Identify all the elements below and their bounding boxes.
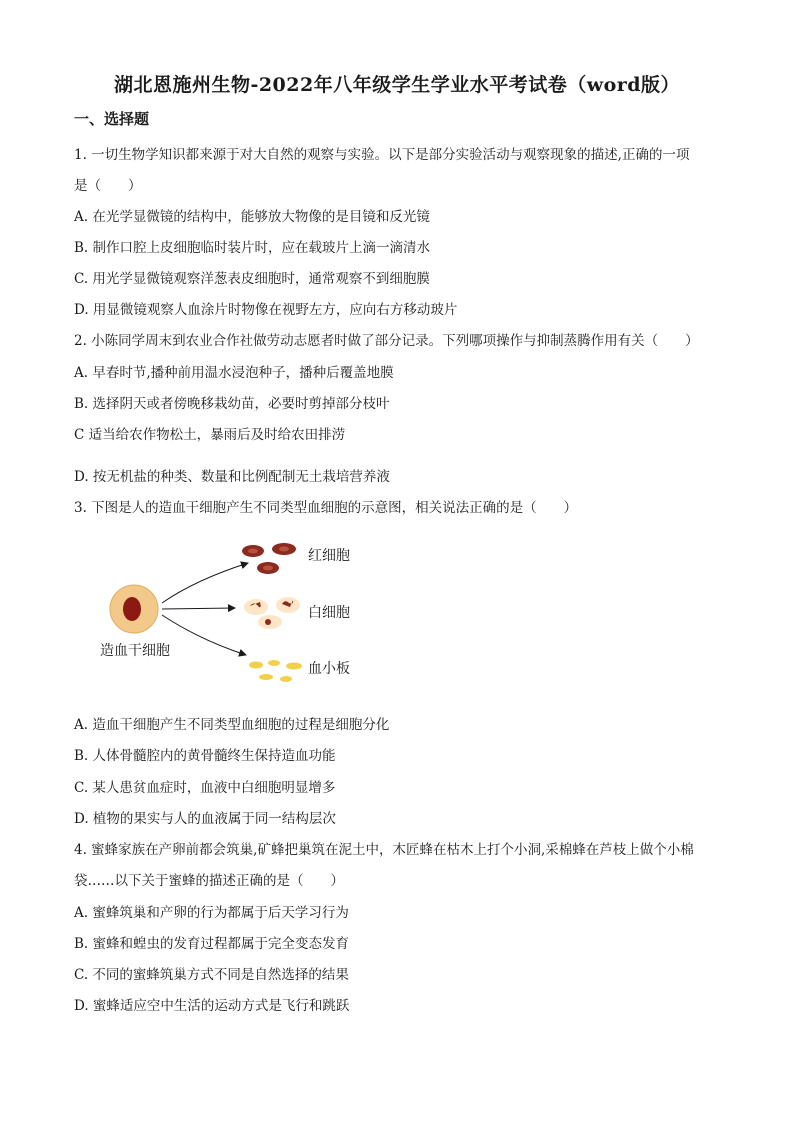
page-title: 湖北恩施州生物-2022年八年级学生学业水平考试卷（word版） <box>113 74 681 96</box>
q4-stem-line2: 袋……以下关于蜜蜂的描述正确的是（ ） <box>74 873 344 889</box>
q1-option-d: D. 用显微镜观察人血涂片时物像在视野左方，应向右方移动玻片 <box>74 302 458 318</box>
red-cells-icon <box>242 543 296 574</box>
q3-option-c: C. 某人患贫血症时，血液中白细胞明显增多 <box>74 780 336 796</box>
q3-option-d: D. 植物的果实与人的血液属于同一结构层次 <box>74 811 336 827</box>
label-white-cell: 白细胞 <box>308 605 350 621</box>
q4-option-b: B. 蜜蜂和蝗虫的发育过程都属于完全变态发育 <box>74 936 350 952</box>
q2-stem: 2. 小陈同学周末到农业合作社做劳动志愿者时做了部分记录。下列哪项操作与抑制蒸腾作用有关（ ） <box>74 333 699 349</box>
arrow-to-platelets <box>162 615 246 655</box>
label-platelet: 血小板 <box>308 661 350 677</box>
q2-option-a: A. 早春时节,播种前用温水浸泡种子，播种后覆盖地膜 <box>74 365 394 381</box>
white-cells-icon <box>244 597 300 629</box>
section-heading: 一、选择题 <box>74 110 150 128</box>
q4-option-c: C. 不同的蜜蜂筑巢方式不同是自然选择的结果 <box>74 967 349 983</box>
arrow-to-white-cells <box>162 608 235 609</box>
q4-option-a: A. 蜜蜂筑巢和产卵的行为都属于后天学习行为 <box>74 905 349 921</box>
q4-option-d: D. 蜜蜂适应空中生活的运动方式是飞行和跳跃 <box>74 998 350 1014</box>
platelets-icon <box>249 660 302 682</box>
q3-stem: 3. 下图是人的造血干细胞产生不同类型血细胞的示意图，相关说法正确的是（ ） <box>74 500 578 516</box>
arrow-to-red-cells <box>162 563 248 603</box>
q1-option-c: C. 用光学显微镜观察洋葱表皮细胞时，通常观察不到细胞膜 <box>74 271 430 287</box>
q1-stem-line1: 1. 一切生物学知识都来源于对大自然的观察与实验。以下是部分实验活动与观察现象的描述,正确的一项 <box>74 147 690 163</box>
q3-option-b: B. 人体骨髓腔内的黄骨髓终生保持造血功能 <box>74 748 336 764</box>
q1-stem-line2: 是（ ） <box>74 178 142 194</box>
label-red-cell: 红细胞 <box>308 548 350 564</box>
blood-cell-diagram <box>100 535 380 690</box>
q2-option-d: D. 按无机盐的种类、数量和比例配制无土栽培营养液 <box>74 469 390 485</box>
q4-stem-line1: 4. 蜜蜂家族在产卵前都会筑巢,矿蜂把巢筑在泥土中，木匠蜂在枯木上打个小洞,采棉蜂在芦枝上做个小棉 <box>74 842 694 858</box>
q1-option-b: B. 制作口腔上皮细胞临时装片时，应在载玻片上滴一滴清水 <box>74 240 431 256</box>
stem-cell-nucleus-icon <box>123 597 141 621</box>
q2-option-c: C 适当给农作物松土，暴雨后及时给农田排涝 <box>74 427 346 443</box>
label-stem-cell: 造血干细胞 <box>100 643 170 659</box>
q3-option-a: A. 造血干细胞产生不同类型血细胞的过程是细胞分化 <box>74 717 390 733</box>
q2-option-b: B. 选择阴天或者傍晚移栽幼苗，必要时剪掉部分枝叶 <box>74 396 390 412</box>
q1-option-a: A. 在光学显微镜的结构中，能够放大物像的是目镜和反光镜 <box>74 209 430 225</box>
